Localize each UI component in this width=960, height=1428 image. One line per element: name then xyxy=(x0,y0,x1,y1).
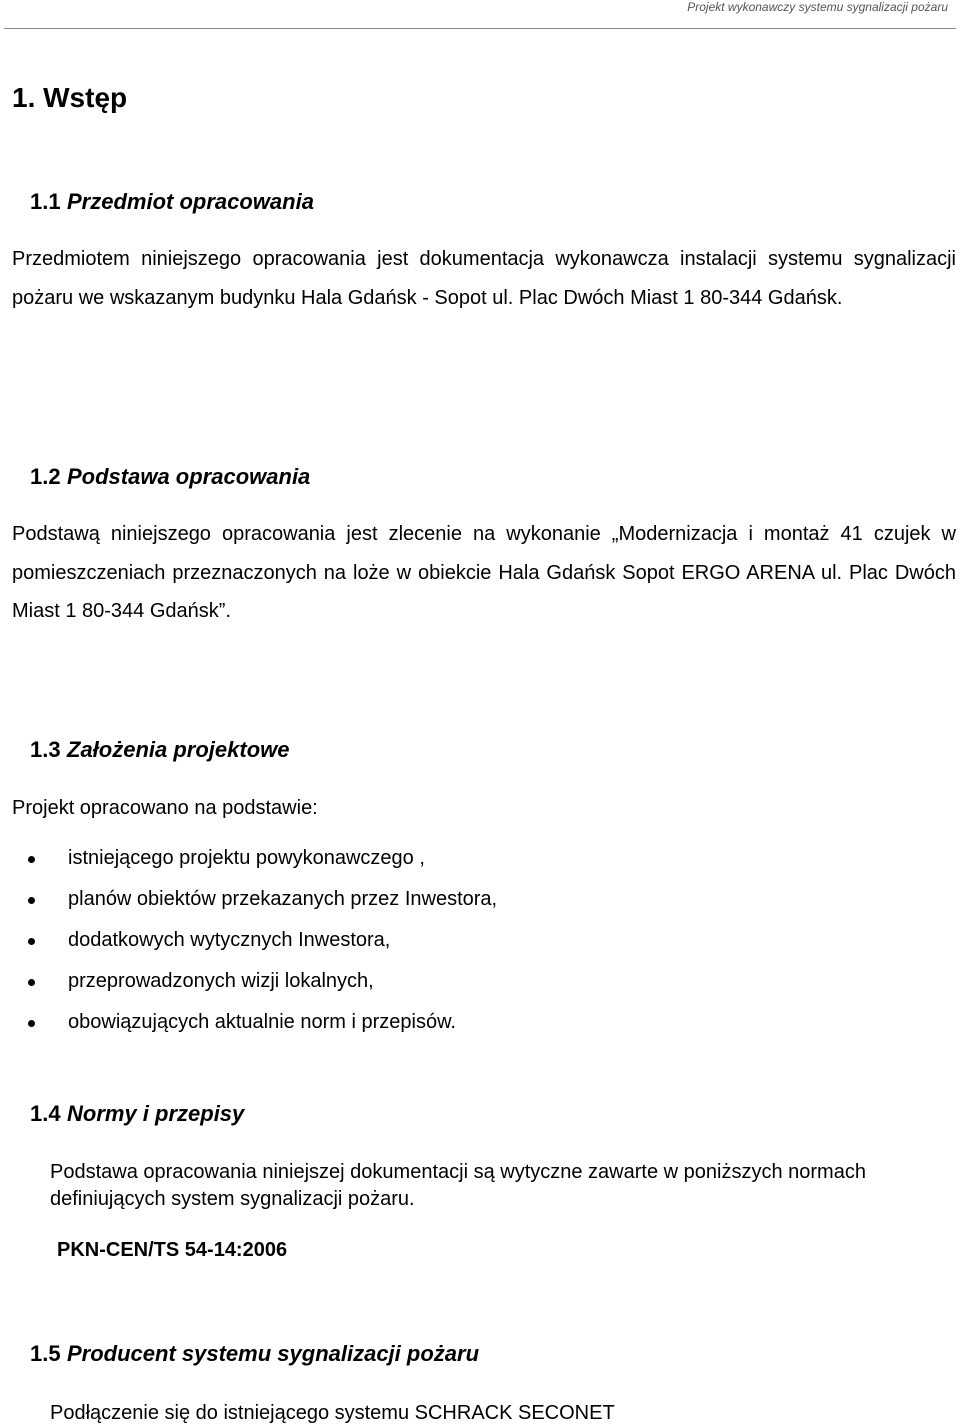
section-number: 1.3 xyxy=(30,737,61,762)
section-title: Normy i przepisy xyxy=(67,1101,245,1126)
list-item: dodatkowych wytycznych Inwestora, xyxy=(12,920,497,961)
basis-list xyxy=(12,838,497,1043)
list-item: obowiązujących aktualnie norm i przepisów. xyxy=(12,1002,497,1043)
section-intro-1-3: Projekt opracowano na podstawie: xyxy=(12,797,318,819)
section-heading-1-4 xyxy=(30,1101,244,1127)
section-number: 1.5 xyxy=(30,1341,61,1366)
standard-reference: PKN-CEN/TS 54-14:2006 xyxy=(57,1239,288,1261)
section-number: 1.4 xyxy=(30,1101,61,1126)
section-number: 1.1 xyxy=(30,189,61,214)
section-heading-1-5 xyxy=(30,1341,479,1367)
section-heading-1-3 xyxy=(30,737,290,763)
list-item: przeprowadzonych wizji lokalnych, xyxy=(12,961,497,1002)
list-item: planów obiektów przekazanych przez Inwestora, xyxy=(12,879,497,920)
list-item: istniejącego projektu powykonawczego , xyxy=(12,838,497,879)
header-divider xyxy=(4,28,956,29)
section-title: Przedmiot opracowania xyxy=(67,189,314,214)
section-heading-1-2 xyxy=(30,464,310,490)
chapter-title: 1. Wstęp xyxy=(12,82,128,113)
section-heading-1-1 xyxy=(30,189,314,215)
section-paragraph-1-5: Podłączenie się do istniejącego systemu SCHRACK SECONET xyxy=(50,1402,615,1424)
section-paragraph-1-2: Podstawą niniejszego opracowania jest zlecenie na wykonanie „Modernizacja i montaż 41 czujek w pomieszczeniach przeznaczonych na loże w obiekcie Hala Gdańsk Sopot ERGO ARENA ul. Plac Dwóch Miast 1 80-344 Gdańsk”. xyxy=(12,523,956,622)
running-header: Projekt wykonawczy systemu sygnalizacji pożaru xyxy=(687,0,948,14)
section-paragraph-1-4: Podstawa opracowania niniejszej dokumentacji są wytyczne zawarte w poniższych normach definiujących system sygnalizacji pożaru. xyxy=(50,1161,866,1210)
section-title: Podstawa opracowania xyxy=(67,464,311,489)
section-paragraph-1-1: Przedmiotem niniejszego opracowania jest dokumentacja wykonawcza instalacji systemu sygnalizacji pożaru we wskazanym budynku Hala Gdańsk - Sopot ul. Plac Dwóch Miast 1 80-344 Gdańsk. xyxy=(12,248,956,309)
section-title: Założenia projektowe xyxy=(67,737,290,762)
section-number: 1.2 xyxy=(30,464,61,489)
section-title: Producent systemu sygnalizacji pożaru xyxy=(67,1341,480,1366)
